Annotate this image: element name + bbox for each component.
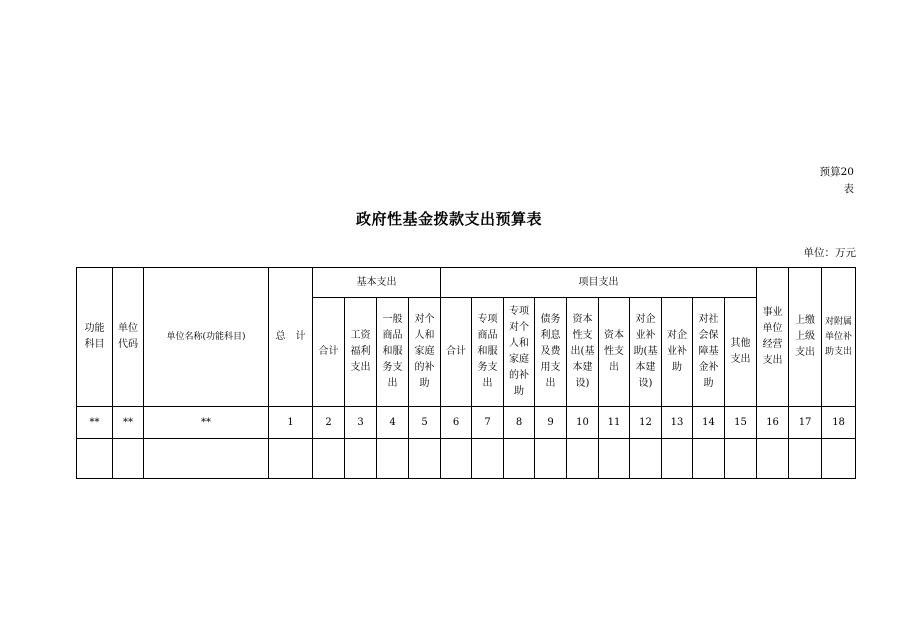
index-cell: 1 bbox=[269, 407, 313, 439]
index-cell: 15 bbox=[725, 407, 757, 439]
header-basic-group: 基本支出 bbox=[313, 268, 441, 298]
header-project-col-8: 对社会保障基金补助 bbox=[693, 298, 725, 407]
header-affiliate: 对附属单位补助支出 bbox=[822, 268, 856, 407]
table-number-line2: 表 bbox=[843, 183, 854, 195]
index-cell: 13 bbox=[662, 407, 693, 439]
data-cell bbox=[113, 439, 144, 479]
header-upper: 上缴上级支出 bbox=[789, 268, 822, 407]
data-cell bbox=[662, 439, 693, 479]
header-project-col-0: 合计 bbox=[441, 298, 472, 407]
data-cell bbox=[472, 439, 504, 479]
header-project-col-3: 债务利息及费用支出 bbox=[535, 298, 567, 407]
budget-table bbox=[76, 267, 856, 479]
index-cell: 7 bbox=[472, 407, 504, 439]
index-cell: 5 bbox=[409, 407, 441, 439]
header-project-col-1: 专项商品和服务支出 bbox=[472, 298, 504, 407]
header-basic-col-1: 工资福利支出 bbox=[345, 298, 377, 407]
data-cell bbox=[144, 439, 269, 479]
index-cell: 2 bbox=[313, 407, 345, 439]
data-cell bbox=[441, 439, 472, 479]
header-func-code: 功能科目 bbox=[77, 268, 113, 407]
index-cell: ** bbox=[113, 407, 144, 439]
index-row bbox=[77, 407, 856, 439]
header-project-col-2: 专项对个人和家庭的补助 bbox=[504, 298, 535, 407]
data-cell bbox=[693, 439, 725, 479]
unit-label: 单位：万元 bbox=[803, 247, 856, 259]
header-basic-col-0: 合计 bbox=[313, 298, 345, 407]
header-project-group: 项目支出 bbox=[441, 268, 757, 298]
index-cell: 4 bbox=[377, 407, 409, 439]
header-total: 总 计 bbox=[269, 268, 313, 407]
index-cell: 14 bbox=[693, 407, 725, 439]
data-cell bbox=[567, 439, 599, 479]
index-cell: 16 bbox=[757, 407, 789, 439]
index-cell: ** bbox=[144, 407, 269, 439]
data-cell bbox=[313, 439, 345, 479]
header-row-1 bbox=[77, 268, 856, 298]
header-project-col-9: 其他支出 bbox=[725, 298, 757, 407]
index-cell: 6 bbox=[441, 407, 472, 439]
index-cell: 18 bbox=[822, 407, 856, 439]
index-cell: 17 bbox=[789, 407, 822, 439]
data-cell bbox=[630, 439, 662, 479]
index-cell: 11 bbox=[599, 407, 630, 439]
header-project-col-7: 对企业补助 bbox=[662, 298, 693, 407]
page-title: 政府性基金拨款支出预算表 bbox=[355, 210, 542, 228]
data-cell bbox=[757, 439, 789, 479]
data-cell bbox=[409, 439, 441, 479]
data-cell bbox=[535, 439, 567, 479]
header-unit-name: 单位名称(功能科目) bbox=[144, 268, 269, 407]
data-cell bbox=[725, 439, 757, 479]
data-cell bbox=[599, 439, 630, 479]
data-cell bbox=[822, 439, 856, 479]
table-number bbox=[794, 164, 854, 198]
index-cell: 12 bbox=[630, 407, 662, 439]
data-cell bbox=[789, 439, 822, 479]
index-cell: 3 bbox=[345, 407, 377, 439]
empty-data-row bbox=[77, 439, 856, 479]
header-project-col-5: 资本性支出 bbox=[599, 298, 630, 407]
index-cell: 8 bbox=[504, 407, 535, 439]
header-unit-code: 单位代码 bbox=[113, 268, 144, 407]
header-project-col-6: 对企业补助(基本建设) bbox=[630, 298, 662, 407]
data-cell bbox=[77, 439, 113, 479]
data-cell bbox=[504, 439, 535, 479]
index-cell: ** bbox=[77, 407, 113, 439]
header-basic-col-2: 一般商品和服务支出 bbox=[377, 298, 409, 407]
index-cell: 10 bbox=[567, 407, 599, 439]
header-enterprise: 事业单位经营支出 bbox=[757, 268, 789, 407]
header-basic-col-3: 对个人和家庭的补助 bbox=[409, 298, 441, 407]
data-cell bbox=[345, 439, 377, 479]
index-cell: 9 bbox=[535, 407, 567, 439]
data-cell bbox=[377, 439, 409, 479]
header-project-col-4: 资本性支出(基本建设) bbox=[567, 298, 599, 407]
table-number-line1: 预算20 bbox=[819, 166, 854, 178]
data-cell bbox=[269, 439, 313, 479]
